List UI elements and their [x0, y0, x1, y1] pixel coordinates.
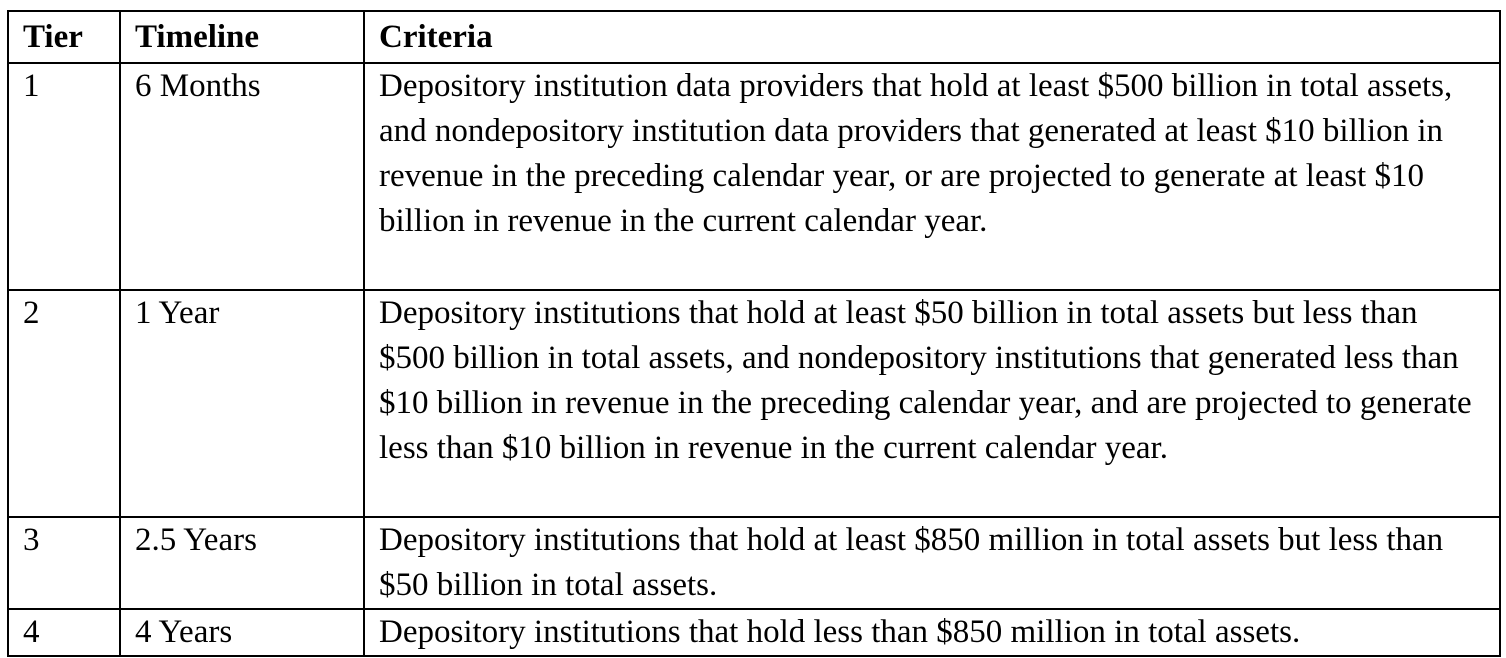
table-row — [8, 63, 1500, 290]
cell-tier: 4 — [8, 609, 120, 656]
cell-criteria: Depository institution data providers that hold at least $500 billion in total assets, and nondepository institution data providers that generated at least $10 billion in revenue in the preceding calendar year, or are projected to generate at least $10 billion in revenue in the current calendar year. — [364, 63, 1500, 290]
table-row — [8, 609, 1500, 656]
header-criteria: Criteria — [364, 11, 1500, 63]
cell-timeline: 2.5 Years — [120, 517, 364, 609]
table-row — [8, 290, 1500, 517]
header-timeline: Timeline — [120, 11, 364, 63]
cell-criteria: Depository institutions that hold at least $850 million in total assets but less than $50 billion in total assets. — [364, 517, 1500, 609]
table-header — [8, 11, 1500, 63]
cell-tier: 1 — [8, 63, 120, 290]
cell-criteria: Depository institutions that hold less than $850 million in total assets. — [364, 609, 1500, 656]
table-body — [8, 63, 1500, 656]
header-row — [8, 11, 1500, 63]
cell-tier: 2 — [8, 290, 120, 517]
compliance-tier-table — [7, 10, 1501, 657]
cell-timeline: 1 Year — [120, 290, 364, 517]
cell-timeline: 6 Months — [120, 63, 364, 290]
cell-criteria: Depository institutions that hold at least $50 billion in total assets but less than $500 billion in total assets, and nondepository institutions that generated less than $10 billion in revenue in the preceding calendar year, and are projected to generate less than $10 billion in revenue in the current calendar year. — [364, 290, 1500, 517]
cell-tier: 3 — [8, 517, 120, 609]
cell-timeline: 4 Years — [120, 609, 364, 656]
header-tier: Tier — [8, 11, 120, 63]
table-row — [8, 517, 1500, 609]
